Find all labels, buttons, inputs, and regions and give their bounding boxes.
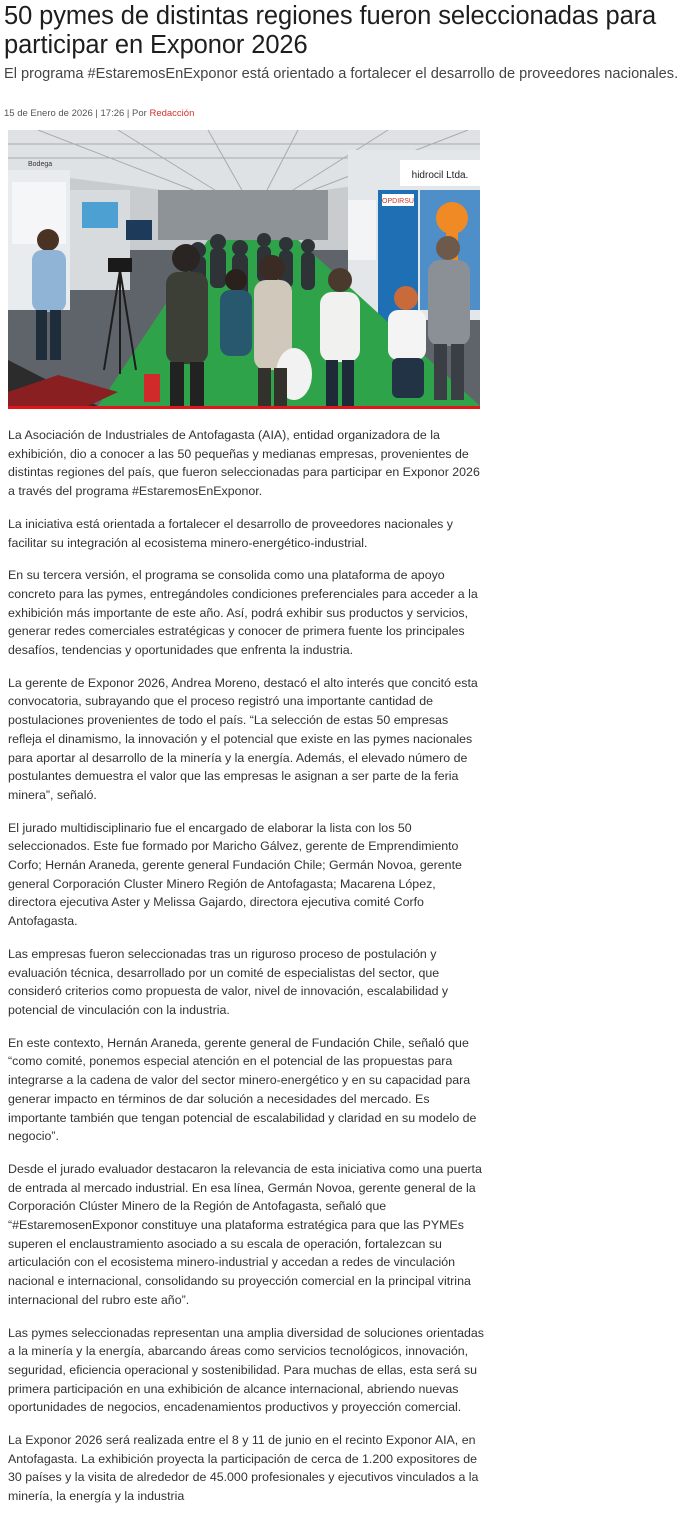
author-link[interactable]: Redacción [149, 108, 195, 119]
article-subtitle: El programa #EstaremosEnExponor está orientado a fortalecer el desarrollo de proveedores nacionales. [4, 66, 679, 82]
meta-separator: | [126, 108, 130, 119]
body-paragraph: El jurado multidisciplinario fue el encargado de elaborar la lista con los 50 seleccionados. Este fue formado por Maricho Gálvez, gerente de Emprendimiento Corfo; Hernán Araneda, gerente general Fundación Chile; Germán Novoa, gerente general Corporación Cluster Minero Región de Antofagasta; Macarena López, directora ejecutiva Aster y Melissa Gajardo, directora ejecutiva comité Corfo Antofagasta. [8, 820, 462, 929]
body-paragraph: En su tercera versión, el programa se consolida como una plataforma de apoyo concreto para las pymes, entregándoles condiciones preferenciales para acceder a la exhibición más importante de este año. Así, podrá exhibir sus productos y servicios, generar redes comerciales estratégicas y conocer de primera fuente los principales desafíos, tendencias y oportunidades que enfrenta la industria. [8, 568, 478, 658]
body-paragraph: Las empresas fueron seleccionadas tras un riguroso proceso de postulación y evaluación técnica, desarrollado por un comité de especialistas del sector, que consideró criterios como propuesta de valor, nivel de innovación, escalabilidad y potencial de vinculación con la industria. [8, 946, 449, 1017]
hero-photo [8, 130, 480, 409]
byline-label: Por [132, 108, 147, 119]
banner-text: OPDIRSU [382, 198, 414, 205]
meta-separator: | [95, 108, 98, 119]
body-paragraph: Desde el jurado evaluador destacaron la relevancia de esta iniciativa como una puerta de entrada al mercado industrial. En esa línea, Germán Novoa, gerente general de la Corporación Clúster Minero de la Región de Antofagasta, señaló que “#EstaremosenExponor constituye una plataforma estratégica para que las PYMEs superen el enclaustramiento asociado a su escala de operación, fortalezcan su articulación con el ecosistema minero-industrial y accedan a redes de vinculación nacional e internacional, consolidando su proyección comercial en la principal vitrina internacional del rubro este año”. [8, 1161, 482, 1307]
body-paragraph: La Asociación de Industriales de Antofagasta (AIA), entidad organizadora de la exhibición, dio a conocer a las 50 pequeñas y medianas empresas, provenientes de distintas regiones del país, que fueron seleccionadas para participar en Exponor 2026 a través del programa #EstaremosEnExponor. [8, 428, 480, 499]
publish-date: 15 de Enero de 2026 [4, 108, 93, 119]
article-body [8, 426, 484, 1520]
body-paragraph: La gerente de Exponor 2026, Andrea Moreno, destacó el alto interés que concitó esta convocatoria, subrayando que el proceso registró una importante cantidad de postulaciones provenientes de todo el país. “La selección de estas 50 empresas refleja el dinamismo, la innovación y el potencial que existe en las pymes nacionales para aportar al desarrollo de la minería y la energía. Además, el elevado número de postulantes demuestra el valor que las empresas le asignan a ser parte de la feria minera”, señaló. [8, 675, 478, 802]
booth-sign-text: hidrocil Ltda. [411, 170, 469, 181]
body-paragraph: En este contexto, Hernán Araneda, gerente general de Fundación Chile, señaló que “como comité, ponemos especial atención en el potencial de las propuestas para integrarse a la cadena de valor del sector minero-energético y en su capacidad para generar impacto en términos de dar solución a necesidades del mercado. Es importante también que tengan potencial de escalabilidad y claridad en su modelo de negocio”. [8, 1035, 477, 1144]
article-meta [4, 108, 194, 120]
body-paragraph: La Exponor 2026 será realizada entre el 8 y 11 de junio en el recinto Exponor AIA, en Antofagasta. La exhibición proyecta la participación de cerca de 1.200 expositores de 30 países y la visita de alrededor de 45.000 profesionales y ejecutivos vinculados a la minería, la energía y la industria [8, 1433, 479, 1504]
body-paragraph: La iniciativa está orientada a fortalecer el desarrollo de proveedores nacionales y facilitar su integración al ecosistema minero-energético-industrial. [8, 516, 453, 550]
trade-fair-photo [8, 130, 480, 406]
body-paragraph: Las pymes seleccionadas representan una amplia diversidad de soluciones orientadas a la minería y la energía, abarcando áreas como servicios tecnológicos, innovación, seguridad, eficiencia operacional y sostenibilidad. Para muchas de ellas, esta será su primera participación en una exhibición de alcance internacional, abriendo nuevas oportunidades de negocios, encadenamientos productivos y proyección comercial. [8, 1325, 484, 1415]
wall-sign-text: Bodega [28, 161, 53, 168]
article-title: 50 pymes de distintas regiones fueron seleccionadas para participar en Exponor 2026 [4, 2, 657, 59]
publish-time: 17:26 [100, 108, 125, 119]
